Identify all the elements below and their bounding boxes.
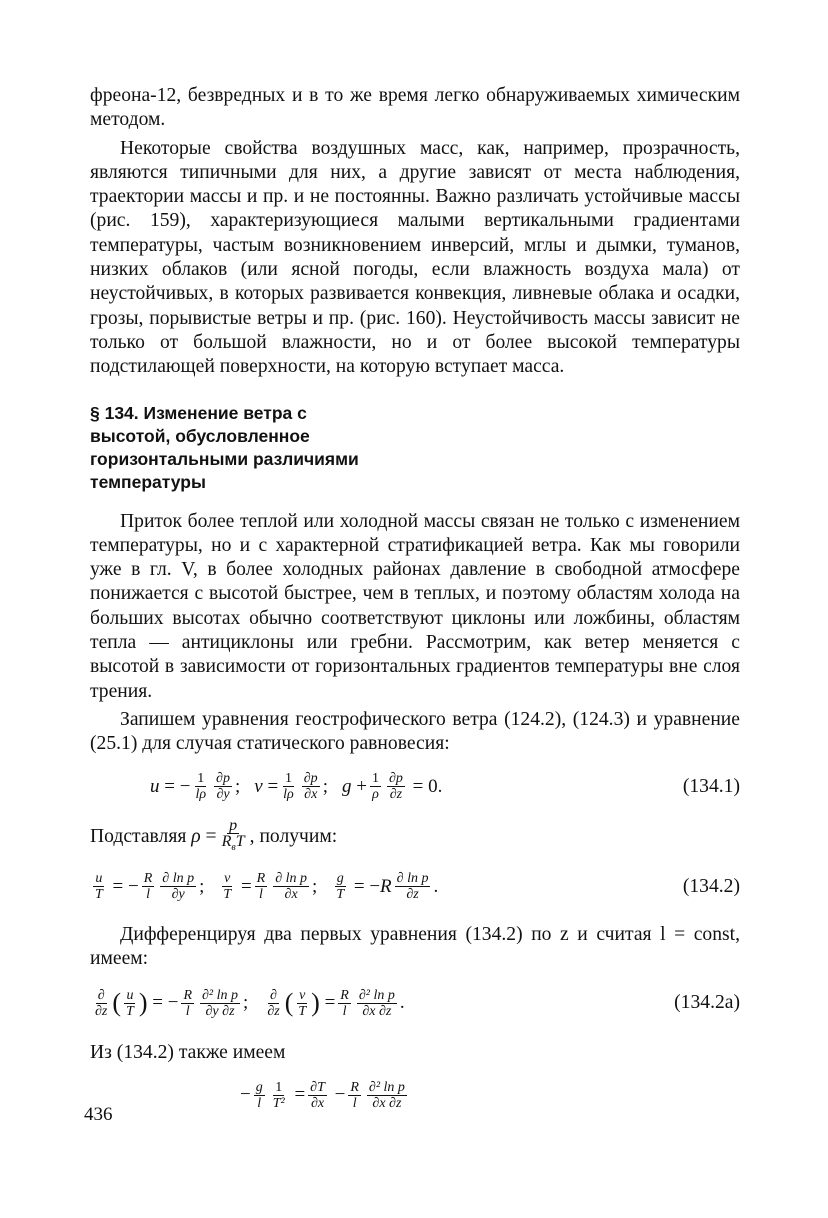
equation-134-2 (90, 865, 740, 909)
equation-134-2-body: $\frac{u}{T}$ = − $\frac{R}{l}$ $\frac{\text{∂ ln p}}{\partial y}$ ; $\frac{v}{T}$ = $\frac{R}{l}$ $\frac{\text{∂ ln p}}{\partial x}$ ; $\frac{g}{T}$ = − R $\frac{\text{∂ ln p}}{\partial z}$ . (95, 871, 439, 903)
paragraph-6: Из (134.2) также имеем (90, 1042, 286, 1064)
equation-number-134-2a: (134.2a) (674, 992, 740, 1014)
page-number: 436 (84, 1104, 113, 1125)
equation-final (90, 1073, 740, 1117)
paragraph-4: Запишем уравнения геострофического ветра (124.2), (124.3) и уравнение (25.1) для случая статического равновесия: (90, 708, 740, 755)
paragraph-3: Приток более теплой или холодной массы связан не только с изменением температуры, но и с характерной стратификацией ветра. Как мы говорили уже в гл. V, в более холодных районах давление в свободной атмосфере понижается с высотой быстрее, чем в теплых, и поэтому областям холода на больших высотах обычно соответствуют циклоны или ложбины, областям тепла — антициклоны или гребни. Рассмотрим, как ветер меняется с высотой в зависимости от горизонтальных градиентов температуры вне слоя трения. (90, 510, 740, 702)
equation-final-body: − $\frac{g}{l}$ $\frac{1}{\text{T²}}$ = $\frac{\partial T}{\partial x}$ − $\frac{R}{l}$ $\frac{\text{∂² ln p}}{\partial x \partial z}$ (240, 1079, 405, 1111)
paragraph-1: фреона-12, безвредных и в то же время легко обнаруживаемых химическим методом. (90, 85, 740, 131)
section-heading: § 134. Изменение ветра с высотой, обусловленное горизонтальными различиями температуры (90, 402, 359, 492)
paragraph-5: Дифференцируя два первых уравнения (134.2) по z и считая l = const, имеем: (90, 923, 740, 969)
equation-134-1 (90, 765, 740, 809)
paragraph-2: Некоторые свойства воздушных масс, как, например, прозрачность, являются типичными для них, а другие зависят от места наблюдения, траектории массы и пр. и не постоянны. Важно различать устойчивые массы (рис. 159), характеризующиеся малыми вертикальными градиентами температуры, частым возникновением инверсий, мглы и дымки, туманов, низких облаков (или ясной погоды, если влажность воздуха мала) от неустойчивых, в которых развивается конвекция, ливневые облака и осадки, грозы, порывистые ветры и пр. (рис. 160). Неустойчивость массы зависит не только от большой влажности, но и от более высокой температуры подстилающей поверхности, на которую вступает масса. (90, 137, 740, 378)
page-content (90, 84, 740, 1117)
equation-134-1-body: u = − $\frac{1}{l\rho}$ $\frac{\partial p}{\partial y}$ ; v = $\frac{1}{l\rho}$ $\frac{\partial p}{\partial x}$ ; g + $\frac{1}{\rho}$ $\frac{\partial p}{\partial z}$ = 0. (150, 771, 443, 803)
substitution-line: Подставляя ρ = $\frac{p}{R_вT}$ , получим: (90, 816, 338, 854)
equation-134-2a-body: $\frac{\partial}{\partial z}$ ( $\frac{u}{T}$ ) = − $\frac{R}{l}$ $\frac{\text{∂² ln p}}{\partial y \partial z}$ ; $\frac{\partial}{\partial z}$ ( $\frac{v}{T}$ ) = $\frac{R}{l}$ $\frac{\text{∂² ln p}}{\partial x \partial z}$ . (95, 987, 405, 1019)
equation-number-134-1: (134.1) (682, 775, 740, 797)
equation-134-2a (90, 981, 740, 1025)
substitution-prefix: Подставляя (90, 825, 187, 847)
equation-number-134-2: (134.2) (682, 875, 740, 897)
substitution-suffix: , получим: (249, 825, 338, 847)
